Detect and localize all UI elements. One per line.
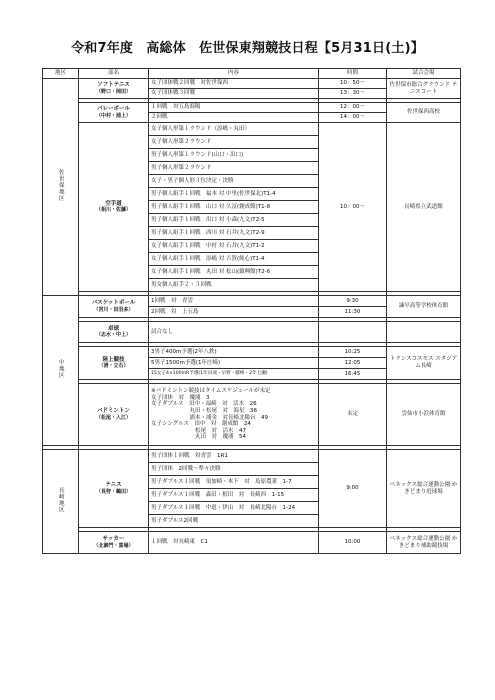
sport-basketball: バスケットボール （宮川・田羽多）	[79, 296, 149, 318]
track-time-3: 16:45	[319, 369, 387, 380]
karate-content-2: 女子個人形第２ラウンド	[149, 136, 319, 149]
karate-content-11: 女子個人組手１回戦 添嶋 対 吉賀(純心)T1-4	[149, 253, 319, 266]
badminton-line-1: ※バドミントン競技はタイムスケジュールが未定	[151, 388, 271, 395]
badminton-line-7: 松尾 対 活水 47	[151, 427, 246, 434]
page-title: 令和7年度 高総体 佐世保東翔競技日程【5月31日(土)】	[71, 41, 424, 56]
header-region: 地区	[43, 69, 79, 79]
karate-content-3: 男子個人形第１ラウンド(山口・出口)	[149, 149, 319, 162]
tennis-content-6: 男子ダブルス2回戦	[149, 515, 319, 528]
karate-content-7: 男子個人組手１回戦 山口 対 久冨(創成館)T1-8	[149, 201, 319, 214]
volley-venue: 佐世保西高校	[387, 103, 461, 123]
track-content-1: 3男子400m予選(2年八鉄)	[149, 347, 319, 358]
sport-soft-tennis: ソフトテニス （野口・岡田）	[79, 79, 149, 99]
volley-time-2: 14：00～	[319, 113, 387, 123]
karate-content-12: 女子個人組手１回戦 丸田 対 松山(鎮興館)T2-6	[149, 266, 319, 279]
tennis-content-4: 男子ダブルス１回戦 森田・相田 対 長崎西 1-15	[149, 489, 319, 502]
soft-time-2: 13：30～	[319, 89, 387, 99]
sport-table-tennis: 卓球 （志水・中上）	[79, 322, 149, 343]
tennis-content-2: 男子団体 2回戦～準々決勝	[149, 463, 319, 476]
karate-content-4: 男子個人形第２ラウンド	[149, 162, 319, 175]
soccer-time: 10:00	[319, 532, 387, 554]
karate-venue: 長崎県立武道館	[387, 123, 461, 292]
karate-time: 10：00～	[319, 123, 387, 292]
soccer-venue: ベネックス総合運動公園 かきどまり補助競技場	[387, 532, 461, 554]
badminton-time: 未定	[319, 384, 387, 446]
badminton-line-3: 女子ダブルス 田中・福崎 対 活水 26	[151, 401, 257, 408]
tennis-time: 9:00	[319, 450, 387, 528]
tennis-venue: ベネックス総合運動公園 かきどまり庭球場	[387, 450, 461, 528]
tennis-content-5: 男子ダブルス１回戦 中道・伊山 対 長崎北陽台 1-24	[149, 502, 319, 515]
soccer-content: １回戦 対長崎東 C1	[149, 532, 319, 554]
basket-content-2: 2回戦 対 上五島	[149, 307, 319, 318]
volley-time-1: 12：00～	[319, 103, 387, 113]
header-venue: 試合会場	[387, 69, 461, 79]
tabletennis-content: 試合なし	[149, 322, 319, 343]
tennis-content-1: 男子団体１回戦 対青雲 1R1	[149, 450, 319, 463]
track-time-1: 10:25	[319, 347, 387, 358]
basket-time-1: 9:30	[319, 296, 387, 307]
region-chuo: 中地区	[43, 296, 79, 446]
track-content-2: 5男子1500m予選(1年庄崎)	[149, 358, 319, 369]
basket-content-1: 1回戦 対 青雲	[149, 296, 319, 307]
track-venue: トランスコスモス スタジアム長崎	[387, 347, 461, 380]
volley-content-2: ２回戦	[149, 113, 319, 123]
karate-content-10: 女子個人組手１回戦 中村 対 石井(九文)T1-2	[149, 240, 319, 253]
header-content: 内容	[149, 69, 319, 79]
basket-venue: 諫早高等学校体育館	[387, 296, 461, 318]
schedule-table	[42, 68, 461, 554]
badminton-line-6: 女子シングルス 田中 対 創成館 24	[151, 421, 251, 428]
tennis-content-3: 男子ダブルス１回戦 須加崎・木下 対 島原農業 1-7	[149, 476, 319, 489]
sport-badminton: バドミントン （松尾・入江）	[79, 384, 149, 446]
soft-time-1: 10：50～	[319, 79, 387, 89]
track-time-2: 12:05	[319, 358, 387, 369]
soft-content-1: 女子団体戦２回戦 対佐世保西	[149, 79, 319, 89]
badminton-line-2: 女子団体 対 瓊浦 3	[151, 394, 210, 401]
badminton-line-8: 丸田 対 瓊浦 54	[151, 434, 246, 441]
sport-volleyball: バレーボール （中村・浦上）	[79, 103, 149, 123]
badminton-venue: 雲仙市小浜体育館	[387, 384, 461, 446]
badminton-line-5: 浦本・浦金 対長崎北陽台 49	[151, 414, 269, 421]
header-time: 時間	[319, 69, 387, 79]
karate-content-8: 男子個人組手１回戦 出口 対 小森(九文)T2-5	[149, 214, 319, 227]
karate-content-6: 男子個人組手１回戦 福本 対 中里(佐世保北)T1-4	[149, 188, 319, 201]
sport-karate: 空手道 （相川・佐藤）	[79, 123, 149, 292]
sport-tennis: テニス （長狩・鶴田）	[79, 450, 149, 528]
track-content-3: 15女子4×100mR予選(1年田端・早野・藤崎・2年七瀬)	[149, 369, 319, 380]
sport-track: 陸上競技 （清・立石）	[79, 347, 149, 380]
basket-time-2: 11:30	[319, 307, 387, 318]
volley-content-1: １回戦 対五島海陽	[149, 103, 319, 113]
soft-venue: 佐世保市総合グラウンド テニスコート	[387, 79, 461, 99]
region-nagasaki: 長崎地区	[43, 450, 79, 554]
soft-content-2: 女子団体戦３回戦	[149, 89, 319, 99]
karate-content-1: 女子個人形第１ラウンド（添嶋・丸田）	[149, 123, 319, 136]
karate-content-9: 男子個人組手１回戦 西川 対 石井(九文)T2-9	[149, 227, 319, 240]
sport-soccer: サッカー （北御門・喜場）	[79, 532, 149, 554]
header-row	[43, 69, 461, 79]
badminton-content	[149, 384, 319, 446]
badminton-line-4: 丸田・松尾 対 海星 36	[151, 407, 257, 414]
header-sport: 部名	[79, 69, 149, 79]
karate-content-5: 女子・男子個人形３位決定・決勝	[149, 175, 319, 188]
karate-content-13: 男女個人組手２・３回戦	[149, 279, 319, 292]
region-sasebo: 佐世保地区	[43, 79, 79, 296]
